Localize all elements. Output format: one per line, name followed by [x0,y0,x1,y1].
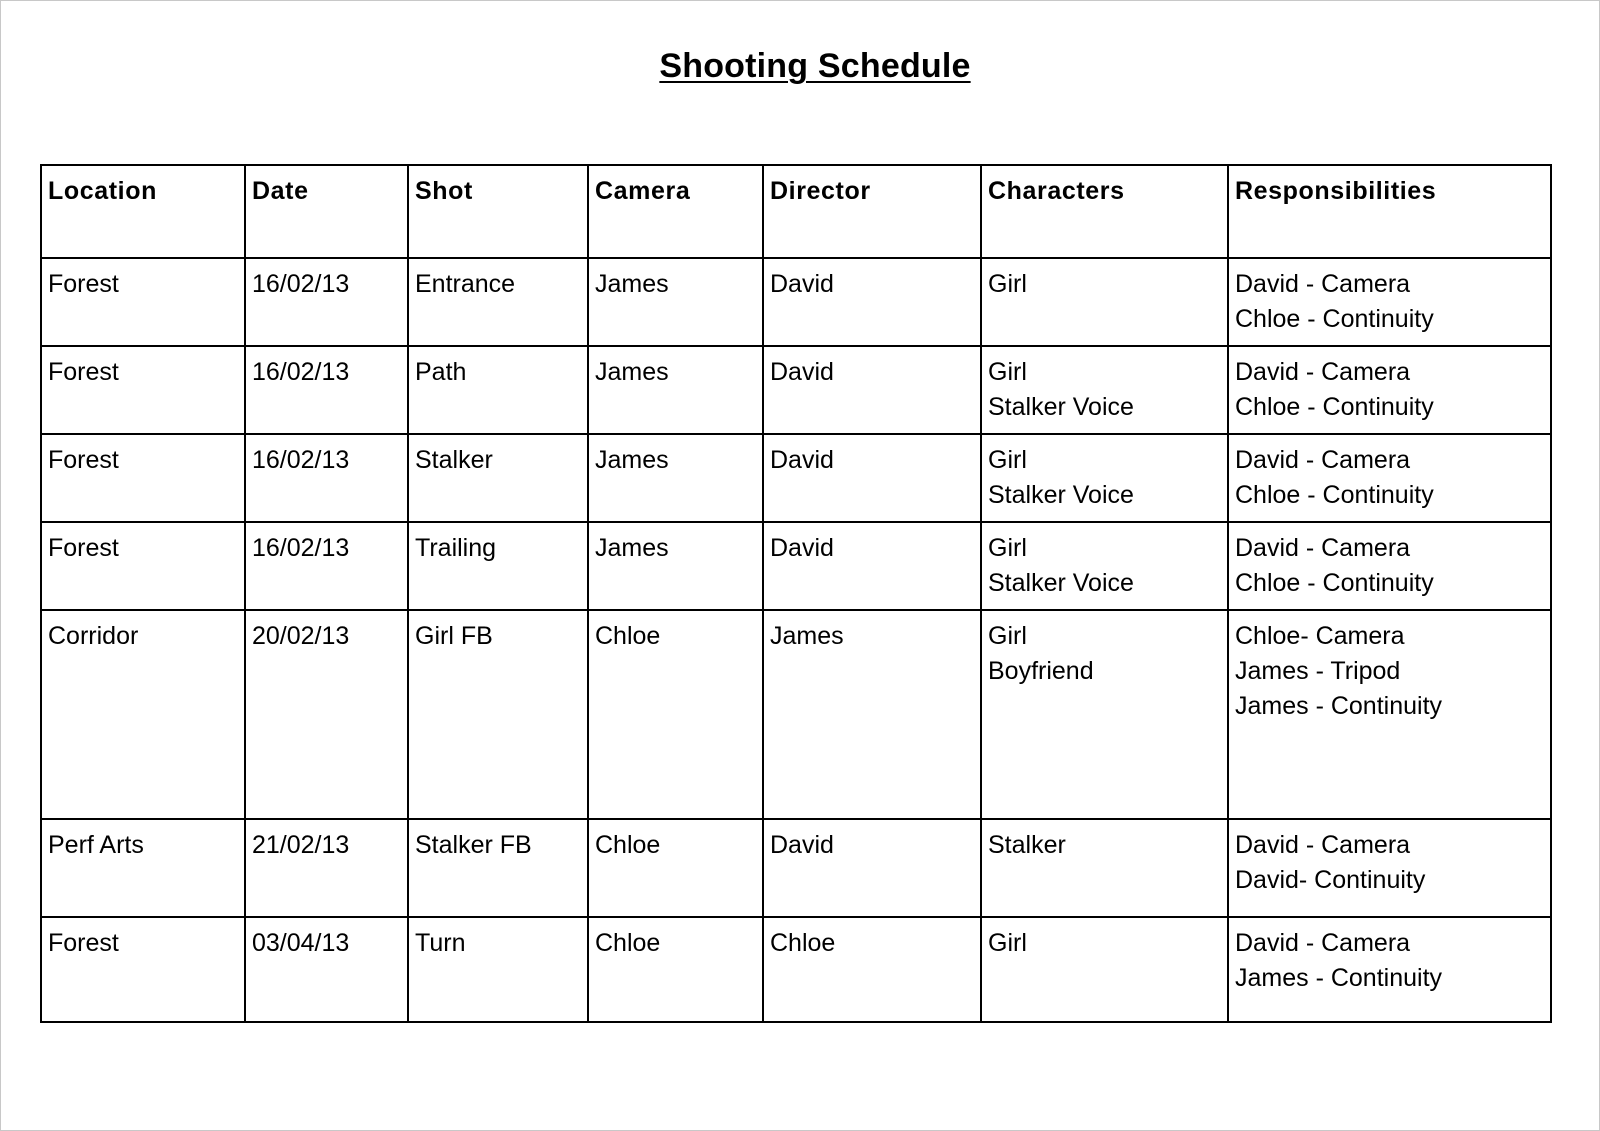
cell-director: David [763,346,981,434]
header-characters: Characters [981,165,1228,258]
cell-characters [981,434,1228,522]
cell-date: 16/02/13 [245,434,408,522]
character-entry: Girl [988,446,1027,474]
cell-characters [981,917,1228,1022]
cell-shot: Entrance [408,258,588,346]
cell-location: Forest [41,258,245,346]
cell-director: David [763,522,981,610]
cell-location: Forest [41,917,245,1022]
cell-camera: James [588,434,763,522]
responsibility-entry: David - Camera [1235,929,1411,957]
cell-characters [981,522,1228,610]
document-title: Shooting Schedule [659,47,971,85]
cell-camera: Chloe [588,917,763,1022]
table-row [41,434,1551,522]
responsibility-entry: James - Continuity [1235,964,1443,992]
responsibility-entry: David - Camera [1235,358,1411,386]
table-row [41,610,1551,819]
character-entry: Stalker Voice [988,393,1134,421]
responsibility-entry: Chloe - Continuity [1235,393,1434,421]
cell-location: Forest [41,346,245,434]
responsibility-entry: David - Camera [1235,831,1411,859]
cell-shot: Trailing [408,522,588,610]
cell-date: 21/02/13 [245,819,408,917]
cell-shot: Stalker [408,434,588,522]
cell-camera: James [588,258,763,346]
table-row [41,346,1551,434]
character-entry: Girl [988,270,1027,298]
header-shot: Shot [408,165,588,258]
cell-responsibilities [1228,610,1551,819]
responsibility-entry: James - Continuity [1235,692,1443,720]
character-entry: Stalker Voice [988,569,1134,597]
cell-camera: Chloe [588,610,763,819]
cell-camera: Chloe [588,819,763,917]
cell-characters [981,258,1228,346]
cell-responsibilities [1228,522,1551,610]
cell-camera: James [588,346,763,434]
cell-characters [981,610,1228,819]
responsibility-entry: Chloe - Continuity [1235,305,1434,333]
header-location: Location [41,165,245,258]
character-entry: Girl [988,622,1027,650]
character-entry: Girl [988,929,1027,957]
cell-location: Forest [41,522,245,610]
header-row [41,165,1551,258]
cell-location: Perf Arts [41,819,245,917]
cell-responsibilities [1228,346,1551,434]
cell-director: Chloe [763,917,981,1022]
cell-director: James [763,610,981,819]
character-entry: Boyfriend [988,657,1094,685]
header-date: Date [245,165,408,258]
responsibility-entry: James - Tripod [1235,657,1401,685]
cell-director: David [763,434,981,522]
table-row [41,522,1551,610]
cell-camera: James [588,522,763,610]
cell-location: Corridor [41,610,245,819]
header-camera: Camera [588,165,763,258]
responsibility-entry: David - Camera [1235,534,1411,562]
table-row [41,819,1551,917]
character-entry: Stalker [988,831,1066,859]
responsibility-entry: David - Camera [1235,446,1411,474]
responsibility-entry: Chloe - Continuity [1235,569,1434,597]
cell-date: 20/02/13 [245,610,408,819]
responsibility-entry: David- Continuity [1235,866,1426,894]
cell-responsibilities [1228,258,1551,346]
character-entry: Girl [988,358,1027,386]
header-director: Director [763,165,981,258]
cell-location: Forest [41,434,245,522]
cell-shot: Stalker FB [408,819,588,917]
cell-shot: Girl FB [408,610,588,819]
cell-director: David [763,819,981,917]
cell-date: 16/02/13 [245,522,408,610]
cell-director: David [763,258,981,346]
cell-shot: Turn [408,917,588,1022]
character-entry: Stalker Voice [988,481,1134,509]
cell-responsibilities [1228,434,1551,522]
cell-responsibilities [1228,819,1551,917]
cell-date: 16/02/13 [245,346,408,434]
responsibility-entry: Chloe - Continuity [1235,481,1434,509]
responsibility-entry: David - Camera [1235,270,1411,298]
table-row [41,258,1551,346]
table-row [41,917,1551,1022]
character-entry: Girl [988,534,1027,562]
header-responsibilities: Responsibilities [1228,165,1551,258]
cell-shot: Path [408,346,588,434]
responsibility-entry: Chloe- Camera [1235,622,1405,650]
cell-characters [981,346,1228,434]
cell-characters [981,819,1228,917]
cell-responsibilities [1228,917,1551,1022]
shooting-schedule-table [40,164,1552,1023]
cell-date: 03/04/13 [245,917,408,1022]
cell-date: 16/02/13 [245,258,408,346]
